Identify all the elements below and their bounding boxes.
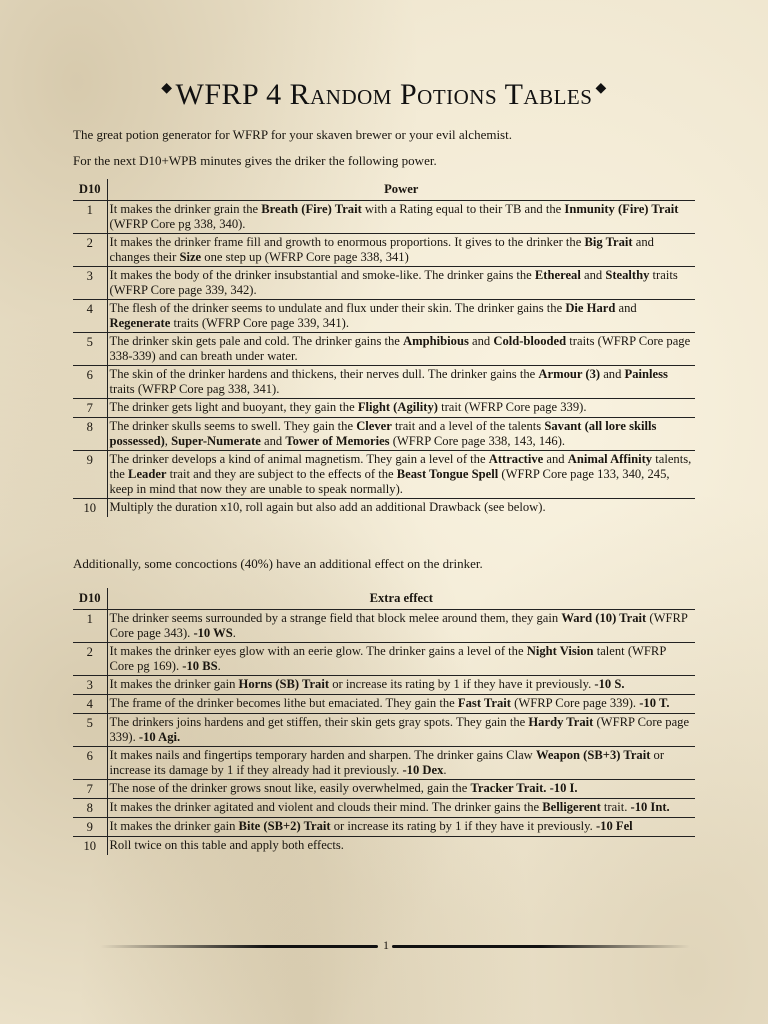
text-segment: traits (WFRP Core pag 338, 341). <box>109 381 280 396</box>
text-segment: The drinker seems surrounded by a strange field that block melee around them, they gain <box>109 610 562 625</box>
table-header-row <box>73 588 695 609</box>
text-segment: , <box>164 433 172 448</box>
bold-term: -10 S. <box>594 676 625 691</box>
text-segment: It makes nails and fingertips temporary harden and sharpen. The drinker gains Claw <box>109 747 536 762</box>
row-roll-number: 10 <box>73 498 107 517</box>
text-segment: (WFRP Core page 339). <box>109 714 690 744</box>
table-row <box>73 299 695 332</box>
text-segment: traits (WFRP Core page 339, 342). <box>109 267 678 297</box>
footer-rule-left <box>100 945 378 948</box>
bold-term: Leader <box>128 466 167 481</box>
table-row <box>73 332 695 365</box>
table-row <box>73 398 695 417</box>
text-segment: . <box>217 658 221 673</box>
text-segment: and <box>260 433 286 448</box>
bold-term: -10 Int. <box>630 799 670 814</box>
page-number: 1 <box>383 938 389 952</box>
page-title <box>0 78 768 112</box>
text-segment: talents, the <box>109 451 692 481</box>
text-segment: The nose of the drinker grows snout like, easily overwhelmed, gain the <box>109 780 471 795</box>
row-roll-number: 6 <box>73 746 107 779</box>
bold-term: Fast Trait <box>457 695 511 710</box>
text-segment: with a Rating equal to their TB and the <box>361 201 565 216</box>
bold-term: Amphibious <box>403 333 469 348</box>
row-roll-number: 1 <box>73 609 107 642</box>
bold-term: Painless <box>624 366 668 381</box>
text-segment: or increase its damage by 1 if they already had it previously. <box>109 747 665 777</box>
page-footer <box>100 938 690 954</box>
text-segment: or increase its rating by 1 if they have it previously. <box>330 818 596 833</box>
bold-term: Bite (SB+2) Trait <box>238 818 331 833</box>
table-header-row <box>73 179 695 200</box>
row-effect-text <box>107 642 695 675</box>
table-row <box>73 836 695 855</box>
table-row <box>73 675 695 694</box>
text-segment: and <box>600 366 625 381</box>
row-effect-text <box>107 798 695 817</box>
row-roll-number: 1 <box>73 200 107 233</box>
table-row <box>73 200 695 233</box>
bold-term: -10 Dex <box>402 762 444 777</box>
row-effect-text <box>107 836 695 855</box>
text-segment: The drinker skulls seems to swell. They gain the <box>109 418 357 433</box>
column-header-extra-effect: Extra effect <box>107 588 695 609</box>
bold-term: -10 Agi. <box>138 729 181 744</box>
text-segment: It makes the drinker gain <box>109 676 239 691</box>
bold-term: -10 T. <box>639 695 670 710</box>
text-segment: Roll twice on this table and apply both effects. <box>109 837 344 852</box>
bold-term: Animal Affinity <box>567 451 653 466</box>
row-effect-text <box>107 498 695 517</box>
bold-term: Horns (SB) Trait <box>238 676 330 691</box>
row-roll-number: 5 <box>73 713 107 746</box>
bold-term: Die Hard <box>565 300 616 315</box>
bold-term: Super-Numerate <box>171 433 261 448</box>
bold-term: Big Trait <box>584 234 633 249</box>
bold-term: -10 BS <box>182 658 218 673</box>
row-roll-number: 7 <box>73 779 107 798</box>
row-effect-text <box>107 266 695 299</box>
row-effect-text <box>107 365 695 398</box>
table-row <box>73 694 695 713</box>
text-segment: trait and they are subject to the effects of the <box>166 466 397 481</box>
row-effect-text <box>107 398 695 417</box>
bold-term: Stealthy <box>605 267 650 282</box>
row-roll-number: 4 <box>73 299 107 332</box>
text-segment: It makes the drinker grain the <box>109 201 262 216</box>
text-segment: traits (WFRP Core page 339, 341). <box>170 315 349 330</box>
bold-term: Inmunity (Fire) Trait <box>564 201 679 216</box>
bold-term: Regenerate <box>109 315 171 330</box>
text-segment: one step up (WFRP Core page 338, 341) <box>201 249 409 264</box>
row-effect-text <box>107 233 695 266</box>
table-row <box>73 746 695 779</box>
text-segment: . <box>443 762 447 777</box>
bold-term: Ethereal <box>534 267 581 282</box>
text-segment: (WFRP Core page 133, 340, 245, keep in mind that now they are unable to speak normally). <box>109 466 670 496</box>
text-segment: traits (WFRP Core page 338-339) and can breath under water. <box>109 333 691 363</box>
text-segment: It makes the body of the drinker insubstantial and smoke-like. The drinker gains the <box>109 267 535 282</box>
bold-term: -10 Fel <box>595 818 633 833</box>
bold-term: Belligerent <box>542 799 601 814</box>
row-roll-number: 3 <box>73 675 107 694</box>
text-segment: The skin of the drinker hardens and thickens, their nerves dull. The drinker gains the <box>109 366 539 381</box>
row-effect-text <box>107 779 695 798</box>
row-roll-number: 8 <box>73 798 107 817</box>
table-row <box>73 798 695 817</box>
footer-rule-right <box>392 945 690 948</box>
power-table-body <box>73 200 695 517</box>
bold-term: Savant (all lore skills possessed) <box>109 418 657 448</box>
bold-term: Clever <box>356 418 392 433</box>
row-roll-number: 9 <box>73 817 107 836</box>
row-roll-number: 7 <box>73 398 107 417</box>
bold-term: Tracker Trait. -10 I. <box>470 780 578 795</box>
title-ornament-right: ◆ <box>595 81 607 96</box>
row-roll-number: 10 <box>73 836 107 855</box>
text-segment: trait. <box>600 799 631 814</box>
text-segment: Multiply the duration x10, roll again but also add an additional Drawback (see below). <box>109 499 546 514</box>
title-text: WFRP 4 Random Potions Tables <box>175 78 593 111</box>
title-ornament-left: ◆ <box>161 81 173 96</box>
text-segment: The drinkers joins hardens and get stiffen, their skin gets gray spots. They gain the <box>109 714 529 729</box>
table-row <box>73 233 695 266</box>
row-roll-number: 3 <box>73 266 107 299</box>
row-effect-text <box>107 675 695 694</box>
row-effect-text <box>107 746 695 779</box>
table-row <box>73 817 695 836</box>
text-segment: The frame of the drinker becomes lithe but emaciated. They gain the <box>109 695 458 710</box>
text-segment: (WFRP Core page 339). <box>510 695 640 710</box>
table-row <box>73 266 695 299</box>
table-row <box>73 609 695 642</box>
bold-term: Attractive <box>488 451 544 466</box>
bold-term: Hardy Trait <box>528 714 594 729</box>
text-segment: (WFRP Core page 343). <box>109 610 688 640</box>
text-segment: (WFRP Core pg 338, 340). <box>109 216 246 231</box>
bold-term: Weapon (SB+3) Trait <box>535 747 651 762</box>
text-segment: The drinker gets light and buoyant, they gain the <box>109 399 358 414</box>
row-effect-text <box>107 609 695 642</box>
bold-term: Ward (10) Trait <box>561 610 647 625</box>
power-table <box>73 179 695 517</box>
column-header-power: Power <box>107 179 695 200</box>
bold-term: Tower of Memories <box>285 433 390 448</box>
text-segment: and <box>615 300 637 315</box>
intro-paragraph: For the next D10+WPB minutes gives the driker the following power. <box>73 153 437 168</box>
intro-paragraph: The great potion generator for WFRP for your skaven brewer or your evil alchemist. <box>73 127 512 142</box>
table-row <box>73 365 695 398</box>
bold-term: Flight (Agility) <box>357 399 438 414</box>
row-effect-text <box>107 713 695 746</box>
table-row <box>73 450 695 498</box>
row-roll-number: 4 <box>73 694 107 713</box>
row-roll-number: 8 <box>73 417 107 450</box>
text-segment: The flesh of the drinker seems to undulate and flux under their skin. The drinker gains the <box>109 300 566 315</box>
bold-term: Beast Tongue Spell <box>396 466 499 481</box>
bold-term: Size <box>179 249 202 264</box>
additional-paragraph: Additionally, some concoctions (40%) have an additional effect on the drinker. <box>73 556 483 571</box>
text-segment: (WFRP Core page 338, 143, 146). <box>389 433 566 448</box>
column-header-d10: D10 <box>73 588 107 609</box>
text-segment: and changes their <box>109 234 654 264</box>
bold-term: Breath (Fire) Trait <box>261 201 362 216</box>
row-effect-text <box>107 450 695 498</box>
row-effect-text <box>107 817 695 836</box>
text-segment: It makes the drinker eyes glow with an eerie glow. The drinker gains a level of the <box>109 643 527 658</box>
bold-term: Cold-blooded <box>493 333 567 348</box>
row-roll-number: 6 <box>73 365 107 398</box>
text-segment: and <box>468 333 494 348</box>
extra-effect-table-body <box>73 609 695 855</box>
row-effect-text <box>107 299 695 332</box>
row-roll-number: 5 <box>73 332 107 365</box>
text-segment: It makes the drinker agitated and violent and clouds their mind. The drinker gains the <box>109 799 543 814</box>
text-segment: . <box>232 625 236 640</box>
text-segment: or increase its rating by 1 if they have it previously. <box>329 676 595 691</box>
text-segment: and <box>543 451 568 466</box>
row-effect-text <box>107 332 695 365</box>
table-row <box>73 713 695 746</box>
table-row <box>73 779 695 798</box>
text-segment: It makes the drinker frame fill and growth to enormous proportions. It gives to the drinker the <box>109 234 585 249</box>
text-segment: It makes the drinker gain <box>109 818 239 833</box>
bold-term: Night Vision <box>526 643 594 658</box>
text-segment: The drinker skin gets pale and cold. The drinker gains the <box>109 333 404 348</box>
text-segment: trait (WFRP Core page 339). <box>437 399 587 414</box>
table-row <box>73 642 695 675</box>
row-roll-number: 2 <box>73 233 107 266</box>
bold-term: Armour (3) <box>538 366 601 381</box>
row-roll-number: 9 <box>73 450 107 498</box>
text-segment: trait and a level of the talents <box>391 418 545 433</box>
text-segment: talent (WFRP Core pg 169). <box>109 643 666 673</box>
row-effect-text <box>107 200 695 233</box>
column-header-d10: D10 <box>73 179 107 200</box>
extra-effect-table <box>73 588 695 855</box>
table-row <box>73 417 695 450</box>
row-effect-text <box>107 694 695 713</box>
row-roll-number: 2 <box>73 642 107 675</box>
bold-term: -10 WS <box>193 625 233 640</box>
table-row <box>73 498 695 517</box>
row-effect-text <box>107 417 695 450</box>
text-segment: and <box>580 267 606 282</box>
text-segment: The drinker develops a kind of animal magnetism. They gain a level of the <box>109 451 489 466</box>
